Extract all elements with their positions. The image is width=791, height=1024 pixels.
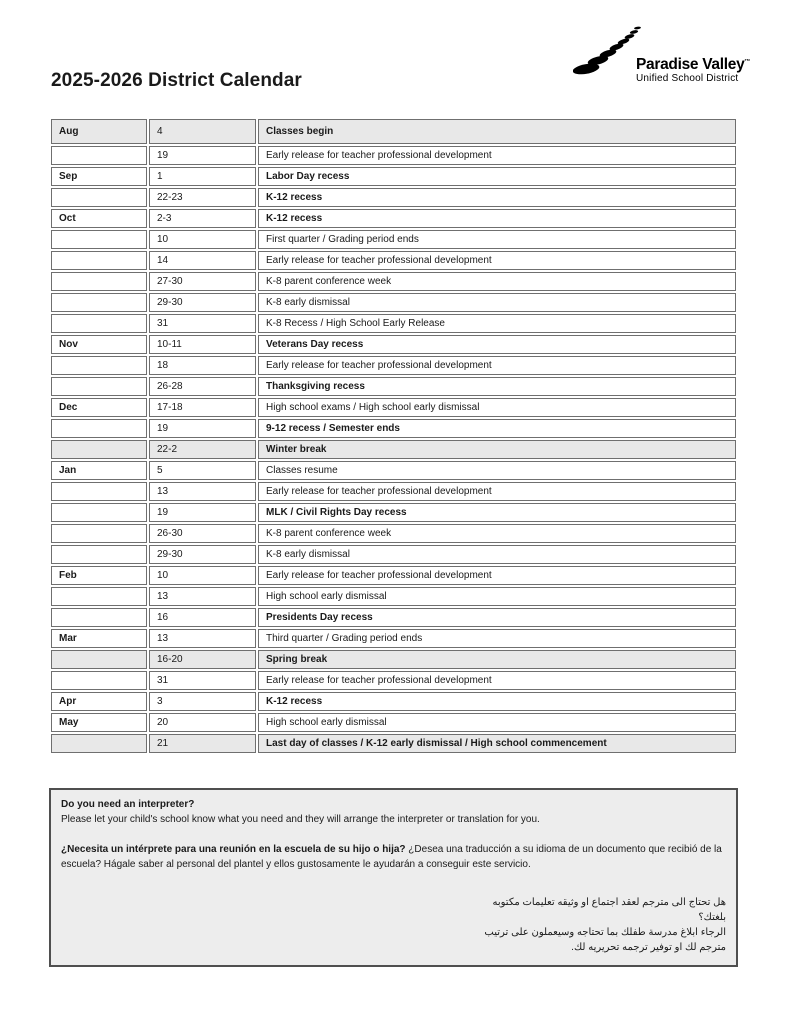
month-cell: Apr	[51, 692, 147, 711]
month-cell	[51, 734, 147, 753]
date-cell: 19	[149, 419, 256, 438]
trademark-symbol: ™	[744, 59, 751, 65]
event-cell: High school exams / High school early dismissal	[258, 398, 736, 417]
event-cell: K-8 early dismissal	[258, 545, 736, 564]
table-row	[51, 440, 736, 459]
event-cell: Early release for teacher professional development	[258, 251, 736, 270]
table-row	[51, 272, 736, 291]
event-cell: Third quarter / Grading period ends	[258, 629, 736, 648]
event-cell: Veterans Day recess	[258, 335, 736, 354]
page-title: 2025-2026 District Calendar	[51, 70, 302, 91]
month-cell: Sep	[51, 167, 147, 186]
interpreter-heading-es: ¿Necesita un intérprete para una reunión en la escuela de su hijo o hija?	[61, 844, 406, 855]
event-cell: Last day of classes / K-12 early dismissal / High school commencement	[258, 734, 736, 753]
date-cell: 31	[149, 671, 256, 690]
table-row	[51, 167, 736, 186]
month-cell	[51, 503, 147, 522]
table-row	[51, 314, 736, 333]
interpreter-line-ar: بلغتك؟	[698, 912, 726, 923]
event-cell: 9-12 recess / Semester ends	[258, 419, 736, 438]
table-row	[51, 398, 736, 417]
date-cell: 10-11	[149, 335, 256, 354]
date-cell: 13	[149, 587, 256, 606]
event-cell: Early release for teacher professional development	[258, 482, 736, 501]
interpreter-line-ar: هل تحتاج الى مترجم لعقد اجتماع او وثيقه تعليمات مكتوبه	[492, 897, 726, 908]
date-cell: 22-23	[149, 188, 256, 207]
event-cell: Labor Day recess	[258, 167, 736, 186]
event-cell: K-8 Recess / High School Early Release	[258, 314, 736, 333]
event-cell: Presidents Day recess	[258, 608, 736, 627]
table-row	[51, 482, 736, 501]
interpreter-paragraph-es	[61, 842, 726, 872]
event-cell: K-8 parent conference week	[258, 524, 736, 543]
event-cell: High school early dismissal	[258, 587, 736, 606]
date-cell: 21	[149, 734, 256, 753]
date-cell: 10	[149, 230, 256, 249]
event-cell: K-8 parent conference week	[258, 272, 736, 291]
district-calendar-table	[49, 117, 738, 755]
table-row	[51, 461, 736, 480]
table-row	[51, 650, 736, 669]
table-row	[51, 293, 736, 312]
event-cell: K-12 recess	[258, 209, 736, 228]
date-cell: 27-30	[149, 272, 256, 291]
month-cell	[51, 188, 147, 207]
table-row	[51, 734, 736, 753]
table-row	[51, 524, 736, 543]
table-row	[51, 692, 736, 711]
month-cell: Dec	[51, 398, 147, 417]
date-cell: 14	[149, 251, 256, 270]
table-row	[51, 335, 736, 354]
event-cell: K-12 recess	[258, 188, 736, 207]
event-cell: Spring break	[258, 650, 736, 669]
spacer	[61, 827, 726, 842]
date-cell: 29-30	[149, 293, 256, 312]
event-cell: First quarter / Grading period ends	[258, 230, 736, 249]
table-row	[51, 119, 736, 144]
date-cell: 16-20	[149, 650, 256, 669]
event-cell: High school early dismissal	[258, 713, 736, 732]
table-row	[51, 419, 736, 438]
interpreter-heading-en: Do you need an interpreter?	[61, 799, 195, 810]
table-row	[51, 230, 736, 249]
table-row	[51, 188, 736, 207]
table-row	[51, 146, 736, 165]
table-row	[51, 713, 736, 732]
month-cell	[51, 440, 147, 459]
month-cell	[51, 146, 147, 165]
month-cell: May	[51, 713, 147, 732]
event-cell: MLK / Civil Rights Day recess	[258, 503, 736, 522]
date-cell: 13	[149, 482, 256, 501]
table-row	[51, 503, 736, 522]
interpreter-notice-box	[49, 788, 738, 967]
date-cell: 22-2	[149, 440, 256, 459]
table-row	[51, 629, 736, 648]
event-cell: Classes resume	[258, 461, 736, 480]
month-cell: Aug	[51, 119, 147, 144]
month-cell	[51, 251, 147, 270]
month-cell	[51, 272, 147, 291]
month-cell: Jan	[51, 461, 147, 480]
date-cell: 5	[149, 461, 256, 480]
table-row	[51, 209, 736, 228]
date-cell: 19	[149, 146, 256, 165]
table-row	[51, 608, 736, 627]
table-row	[51, 566, 736, 585]
date-cell: 4	[149, 119, 256, 144]
month-cell	[51, 608, 147, 627]
date-cell: 31	[149, 314, 256, 333]
month-cell	[51, 650, 147, 669]
event-cell: K-8 early dismissal	[258, 293, 736, 312]
month-cell	[51, 482, 147, 501]
month-cell	[51, 419, 147, 438]
month-cell	[51, 524, 147, 543]
date-cell: 26-30	[149, 524, 256, 543]
footprints-trail-icon	[573, 26, 641, 76]
date-cell: 16	[149, 608, 256, 627]
month-cell	[51, 314, 147, 333]
calendar-table-body	[51, 119, 736, 753]
month-cell	[51, 356, 147, 375]
table-row	[51, 587, 736, 606]
event-cell: Early release for teacher professional development	[258, 671, 736, 690]
interpreter-line-ar: مترجم لك او توفير ترجمه تحريريه لك.	[571, 942, 726, 953]
month-cell	[51, 293, 147, 312]
event-cell: Winter break	[258, 440, 736, 459]
event-cell: K-12 recess	[258, 692, 736, 711]
event-cell: Thanksgiving recess	[258, 377, 736, 396]
date-cell: 10	[149, 566, 256, 585]
month-cell	[51, 377, 147, 396]
date-cell: 29-30	[149, 545, 256, 564]
table-row	[51, 377, 736, 396]
date-cell: 17-18	[149, 398, 256, 417]
event-cell: Classes begin	[258, 119, 736, 144]
date-cell: 1	[149, 167, 256, 186]
event-cell: Early release for teacher professional development	[258, 146, 736, 165]
month-cell: Mar	[51, 629, 147, 648]
date-cell: 20	[149, 713, 256, 732]
month-cell	[51, 230, 147, 249]
date-cell: 18	[149, 356, 256, 375]
logo-name: Paradise Valley™	[636, 56, 751, 74]
month-cell: Feb	[51, 566, 147, 585]
table-row	[51, 356, 736, 375]
table-row	[51, 545, 736, 564]
interpreter-body-es: ¿Desea una traducción a su idioma de un documento que recibió de la escuela? Hágale saber al personal del plantel y ellos gustosamente le ayudarán a conseguir este servicio.	[61, 844, 722, 870]
interpreter-line-ar: الرجاء ابلاغ مدرسة طفلك بما تحتاجه وسيعملون على ترتيب	[484, 927, 726, 938]
date-cell: 13	[149, 629, 256, 648]
month-cell	[51, 587, 147, 606]
event-cell: Early release for teacher professional development	[258, 566, 736, 585]
logo-subtitle: Unified School District	[636, 73, 739, 85]
date-cell: 19	[149, 503, 256, 522]
table-row	[51, 251, 736, 270]
month-cell: Nov	[51, 335, 147, 354]
date-cell: 2-3	[149, 209, 256, 228]
interpreter-body-en: Please let your child's school know what you need and they will arrange the interpreter or translation for you.	[61, 814, 540, 825]
month-cell	[51, 671, 147, 690]
month-cell: Oct	[51, 209, 147, 228]
date-cell: 26-28	[149, 377, 256, 396]
month-cell	[51, 545, 147, 564]
interpreter-paragraph-ar	[61, 895, 726, 955]
district-logo	[573, 24, 751, 90]
date-cell: 3	[149, 692, 256, 711]
event-cell: Early release for teacher professional development	[258, 356, 736, 375]
table-row	[51, 671, 736, 690]
